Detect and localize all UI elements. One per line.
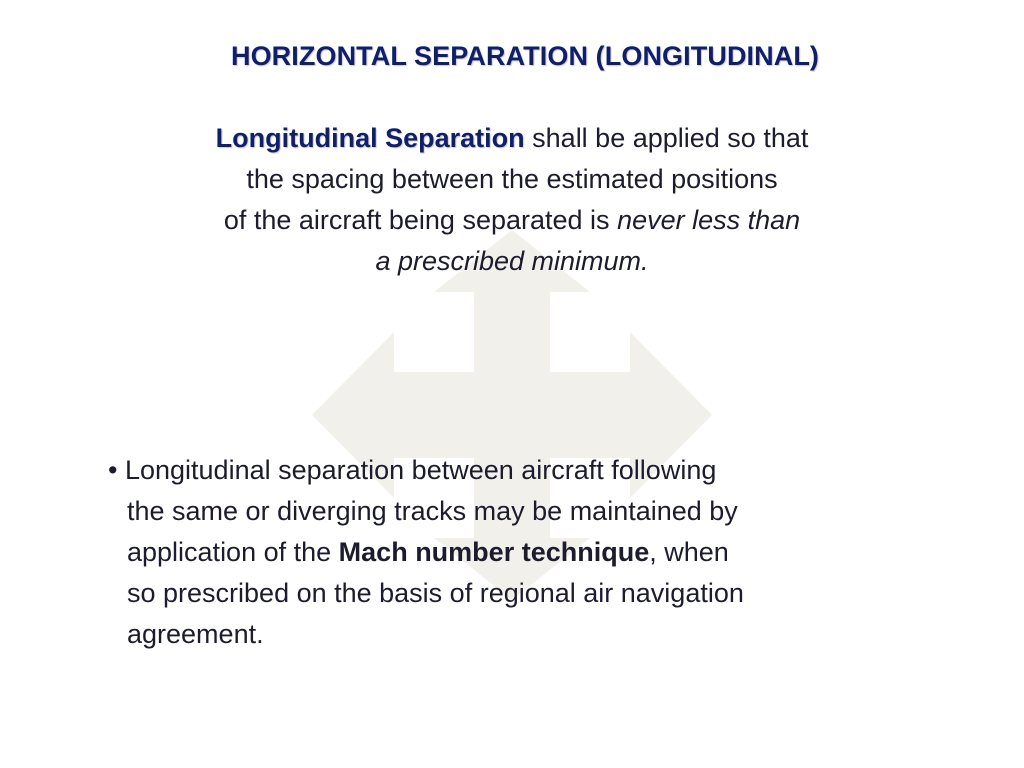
bullet-line-3-tail: , when	[649, 537, 729, 567]
bullet-marker: •	[108, 455, 118, 485]
definition-line-1-text: shall be applied so that	[532, 123, 809, 153]
definition-emphasis-never-less-than: never less than	[617, 205, 801, 235]
bullet-line-1: Longitudinal separation between aircraft following	[124, 455, 717, 485]
bullet-line-4: so prescribed on the basis of regional air navigation	[127, 578, 744, 608]
definition-term: Longitudinal Separation	[215, 123, 525, 153]
slide-title: HORIZONTAL SEPARATION (LONGITUDINAL)	[230, 41, 820, 71]
definition-line-3-text: of the aircraft being separated is	[223, 205, 610, 235]
definition-paragraph	[0, 118, 1024, 282]
bullet-line-3-text: application of the	[127, 537, 332, 567]
definition-emphasis-prescribed-minimum: a prescribed minimum.	[375, 246, 649, 276]
mach-number-technique-term: Mach number technique	[338, 537, 650, 567]
definition-line-2-text: the spacing between the estimated positions	[246, 164, 778, 194]
bullet-point-mach-technique	[108, 450, 957, 655]
bullet-line-5: agreement.	[127, 619, 264, 649]
bullet-line-2: the same or diverging tracks may be maintained by	[127, 496, 738, 526]
